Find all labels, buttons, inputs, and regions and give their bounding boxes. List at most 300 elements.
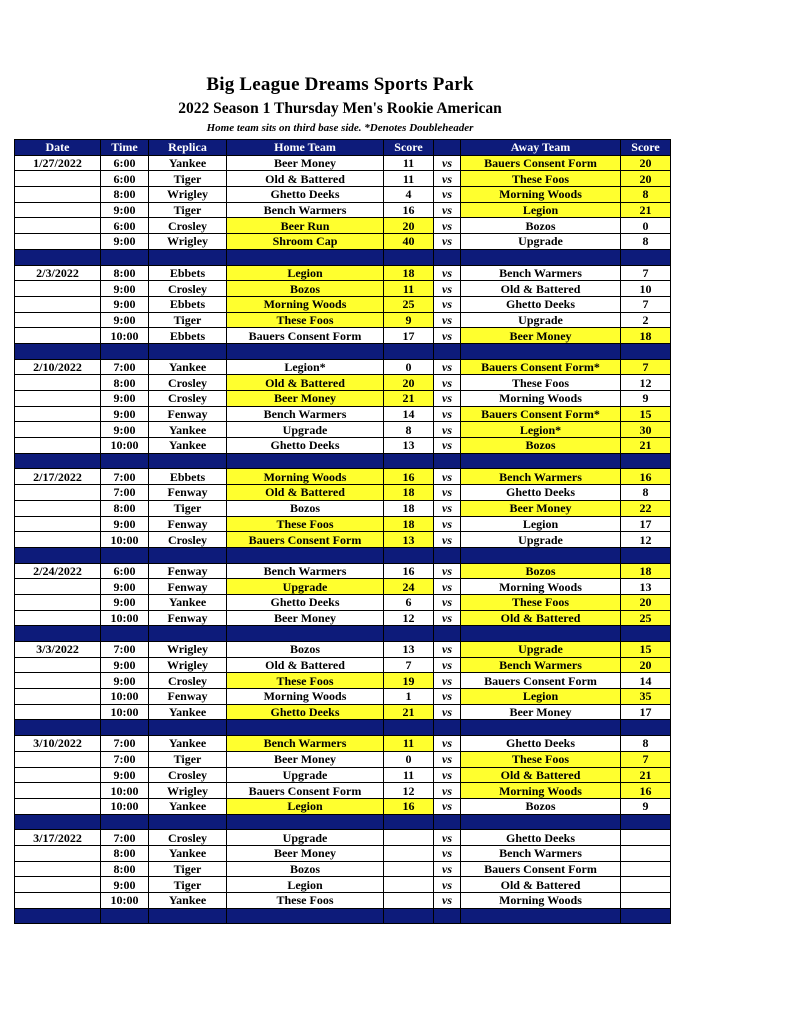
table-row bbox=[15, 500, 671, 516]
home-score-cell: 17 bbox=[384, 328, 434, 344]
date-cell bbox=[15, 783, 101, 799]
table-row bbox=[15, 375, 671, 391]
away-team-cell: Beer Money bbox=[461, 704, 621, 720]
home-team-cell: Upgrade bbox=[227, 830, 384, 846]
home-score-cell: 16 bbox=[384, 563, 434, 579]
away-score-cell: 17 bbox=[621, 704, 671, 720]
time-cell: 10:00 bbox=[101, 438, 149, 454]
away-team-cell: These Foos bbox=[461, 171, 621, 187]
separator-cell bbox=[227, 720, 384, 736]
vs-cell: vs bbox=[434, 736, 461, 752]
home-score-cell: 20 bbox=[384, 375, 434, 391]
away-score-cell: 7 bbox=[621, 265, 671, 281]
away-team-cell: Bench Warmers bbox=[461, 469, 621, 485]
home-team-cell: Bench Warmers bbox=[227, 406, 384, 422]
date-cell bbox=[15, 751, 101, 767]
vs-cell: vs bbox=[434, 877, 461, 893]
home-team-cell: Ghetto Deeks bbox=[227, 438, 384, 454]
separator-cell bbox=[621, 720, 671, 736]
vs-cell: vs bbox=[434, 532, 461, 548]
date-cell bbox=[15, 689, 101, 705]
away-team-cell: Legion bbox=[461, 516, 621, 532]
time-cell: 8:00 bbox=[101, 265, 149, 281]
replica-field-cell: Ebbets bbox=[149, 296, 227, 312]
away-score-cell: 25 bbox=[621, 610, 671, 626]
away-team-cell: Ghetto Deeks bbox=[461, 485, 621, 501]
separator-cell bbox=[15, 249, 101, 265]
time-cell: 10:00 bbox=[101, 689, 149, 705]
table-row bbox=[15, 736, 671, 752]
home-score-cell bbox=[384, 893, 434, 909]
away-team-cell: Ghetto Deeks bbox=[461, 830, 621, 846]
away-team-cell: Morning Woods bbox=[461, 579, 621, 595]
table-row bbox=[15, 469, 671, 485]
table-row bbox=[15, 155, 671, 171]
home-score-cell: 12 bbox=[384, 610, 434, 626]
separator-cell bbox=[384, 249, 434, 265]
replica-field-cell: Fenway bbox=[149, 579, 227, 595]
table-row bbox=[15, 704, 671, 720]
time-cell: 9:00 bbox=[101, 296, 149, 312]
separator-cell bbox=[434, 343, 461, 359]
replica-field-cell: Crosley bbox=[149, 532, 227, 548]
home-team-cell: Upgrade bbox=[227, 579, 384, 595]
time-cell: 9:00 bbox=[101, 673, 149, 689]
table-row bbox=[15, 877, 671, 893]
schedule-note: Home team sits on third base side. *Denotes Doubleheader bbox=[206, 122, 474, 134]
home-team-cell: Legion bbox=[227, 265, 384, 281]
week-separator bbox=[15, 343, 671, 359]
away-team-cell: Bozos bbox=[461, 218, 621, 234]
away-team-cell: These Foos bbox=[461, 751, 621, 767]
home-score-cell: 7 bbox=[384, 657, 434, 673]
vs-cell: vs bbox=[434, 783, 461, 799]
away-team-cell: Morning Woods bbox=[461, 391, 621, 407]
replica-field-cell: Crosley bbox=[149, 281, 227, 297]
date-cell bbox=[15, 516, 101, 532]
home-score-cell: 4 bbox=[384, 187, 434, 203]
away-score-cell: 12 bbox=[621, 532, 671, 548]
date-cell bbox=[15, 767, 101, 783]
vs-cell: vs bbox=[434, 830, 461, 846]
date-cell: 2/24/2022 bbox=[15, 563, 101, 579]
away-score-cell: 30 bbox=[621, 422, 671, 438]
home-team-cell: Bauers Consent Form bbox=[227, 783, 384, 799]
separator-cell bbox=[101, 453, 149, 469]
separator-cell bbox=[227, 908, 384, 924]
table-row bbox=[15, 281, 671, 297]
replica-field-cell: Yankee bbox=[149, 798, 227, 814]
home-score-cell: 6 bbox=[384, 594, 434, 610]
vs-cell: vs bbox=[434, 187, 461, 203]
time-cell: 9:00 bbox=[101, 202, 149, 218]
vs-cell: vs bbox=[434, 642, 461, 658]
time-cell: 10:00 bbox=[101, 798, 149, 814]
date-cell bbox=[15, 657, 101, 673]
away-team-cell: Ghetto Deeks bbox=[461, 736, 621, 752]
home-team-cell: Bozos bbox=[227, 861, 384, 877]
replica-field-cell: Crosley bbox=[149, 375, 227, 391]
date-cell bbox=[15, 296, 101, 312]
col-away-score-header: Score bbox=[621, 140, 671, 156]
home-score-cell: 21 bbox=[384, 391, 434, 407]
separator-cell bbox=[149, 720, 227, 736]
away-score-cell: 10 bbox=[621, 281, 671, 297]
replica-field-cell: Ebbets bbox=[149, 265, 227, 281]
replica-field-cell: Crosley bbox=[149, 830, 227, 846]
vs-cell: vs bbox=[434, 893, 461, 909]
home-score-cell: 18 bbox=[384, 485, 434, 501]
schedule-body bbox=[15, 155, 671, 924]
time-cell: 9:00 bbox=[101, 877, 149, 893]
time-cell: 7:00 bbox=[101, 751, 149, 767]
separator-cell bbox=[384, 626, 434, 642]
away-score-cell: 7 bbox=[621, 751, 671, 767]
separator-cell bbox=[149, 908, 227, 924]
separator-cell bbox=[384, 908, 434, 924]
time-cell: 10:00 bbox=[101, 704, 149, 720]
separator-cell bbox=[461, 720, 621, 736]
date-cell bbox=[15, 893, 101, 909]
date-cell bbox=[15, 328, 101, 344]
home-team-cell: Bench Warmers bbox=[227, 736, 384, 752]
home-team-cell: Bauers Consent Form bbox=[227, 328, 384, 344]
date-cell bbox=[15, 391, 101, 407]
date-cell: 2/17/2022 bbox=[15, 469, 101, 485]
date-cell: 3/10/2022 bbox=[15, 736, 101, 752]
away-team-cell: Bauers Consent Form bbox=[461, 861, 621, 877]
away-score-cell: 8 bbox=[621, 736, 671, 752]
time-cell: 9:00 bbox=[101, 391, 149, 407]
date-cell bbox=[15, 500, 101, 516]
away-score-cell: 7 bbox=[621, 296, 671, 312]
separator-cell bbox=[15, 908, 101, 924]
vs-cell: vs bbox=[434, 657, 461, 673]
page-title: Big League Dreams Sports Park bbox=[206, 74, 474, 95]
table-row bbox=[15, 893, 671, 909]
time-cell: 6:00 bbox=[101, 155, 149, 171]
away-team-cell: Bozos bbox=[461, 798, 621, 814]
home-score-cell: 19 bbox=[384, 673, 434, 689]
separator-cell bbox=[384, 814, 434, 830]
col-home-team-header: Home Team bbox=[227, 140, 384, 156]
time-cell: 9:00 bbox=[101, 657, 149, 673]
home-team-cell: Morning Woods bbox=[227, 469, 384, 485]
time-cell: 10:00 bbox=[101, 783, 149, 799]
away-score-cell: 17 bbox=[621, 516, 671, 532]
col-time-header: Time bbox=[101, 140, 149, 156]
separator-cell bbox=[621, 626, 671, 642]
date-cell bbox=[15, 438, 101, 454]
home-score-cell: 0 bbox=[384, 751, 434, 767]
away-score-cell: 13 bbox=[621, 579, 671, 595]
separator-cell bbox=[461, 547, 621, 563]
separator-cell bbox=[149, 626, 227, 642]
col-home-score-header: Score bbox=[384, 140, 434, 156]
replica-field-cell: Yankee bbox=[149, 893, 227, 909]
vs-cell: vs bbox=[434, 767, 461, 783]
home-team-cell: Upgrade bbox=[227, 422, 384, 438]
time-cell: 7:00 bbox=[101, 736, 149, 752]
away-team-cell: Ghetto Deeks bbox=[461, 296, 621, 312]
separator-cell bbox=[384, 720, 434, 736]
home-team-cell: Bozos bbox=[227, 281, 384, 297]
date-cell bbox=[15, 798, 101, 814]
separator-cell bbox=[434, 908, 461, 924]
replica-field-cell: Yankee bbox=[149, 438, 227, 454]
time-cell: 7:00 bbox=[101, 830, 149, 846]
vs-cell: vs bbox=[434, 704, 461, 720]
away-team-cell: Bauers Consent Form bbox=[461, 155, 621, 171]
date-cell bbox=[15, 218, 101, 234]
date-cell bbox=[15, 187, 101, 203]
vs-cell: vs bbox=[434, 234, 461, 250]
separator-cell bbox=[461, 626, 621, 642]
separator-cell bbox=[15, 814, 101, 830]
separator-cell bbox=[101, 908, 149, 924]
separator-cell bbox=[384, 547, 434, 563]
separator-cell bbox=[621, 343, 671, 359]
time-cell: 10:00 bbox=[101, 328, 149, 344]
date-cell bbox=[15, 845, 101, 861]
home-score-cell: 1 bbox=[384, 689, 434, 705]
home-score-cell bbox=[384, 861, 434, 877]
separator-cell bbox=[434, 626, 461, 642]
separator-cell bbox=[149, 249, 227, 265]
away-score-cell: 15 bbox=[621, 642, 671, 658]
col-date-header: Date bbox=[15, 140, 101, 156]
vs-cell: vs bbox=[434, 594, 461, 610]
vs-cell: vs bbox=[434, 265, 461, 281]
table-row bbox=[15, 438, 671, 454]
table-row bbox=[15, 312, 671, 328]
date-cell: 3/17/2022 bbox=[15, 830, 101, 846]
separator-cell bbox=[15, 626, 101, 642]
home-score-cell bbox=[384, 877, 434, 893]
separator-cell bbox=[461, 814, 621, 830]
replica-field-cell: Yankee bbox=[149, 422, 227, 438]
away-score-cell bbox=[621, 877, 671, 893]
vs-cell: vs bbox=[434, 312, 461, 328]
separator-cell bbox=[621, 453, 671, 469]
table-row bbox=[15, 359, 671, 375]
time-cell: 7:00 bbox=[101, 469, 149, 485]
date-cell bbox=[15, 877, 101, 893]
vs-cell: vs bbox=[434, 218, 461, 234]
separator-cell bbox=[149, 343, 227, 359]
separator-cell bbox=[461, 453, 621, 469]
table-row bbox=[15, 485, 671, 501]
home-team-cell: These Foos bbox=[227, 893, 384, 909]
table-row bbox=[15, 171, 671, 187]
vs-cell: vs bbox=[434, 861, 461, 877]
vs-cell: vs bbox=[434, 359, 461, 375]
table-row bbox=[15, 202, 671, 218]
table-row bbox=[15, 767, 671, 783]
week-separator bbox=[15, 720, 671, 736]
away-team-cell: Morning Woods bbox=[461, 893, 621, 909]
table-row bbox=[15, 689, 671, 705]
separator-cell bbox=[384, 453, 434, 469]
date-cell bbox=[15, 375, 101, 391]
vs-cell: vs bbox=[434, 845, 461, 861]
away-score-cell: 15 bbox=[621, 406, 671, 422]
table-row bbox=[15, 265, 671, 281]
replica-field-cell: Wrigley bbox=[149, 657, 227, 673]
away-score-cell: 18 bbox=[621, 563, 671, 579]
separator-cell bbox=[621, 814, 671, 830]
away-team-cell: Bauers Consent Form bbox=[461, 673, 621, 689]
week-separator bbox=[15, 908, 671, 924]
separator-cell bbox=[101, 249, 149, 265]
table-row bbox=[15, 563, 671, 579]
separator-cell bbox=[227, 249, 384, 265]
away-score-cell: 18 bbox=[621, 328, 671, 344]
table-row bbox=[15, 657, 671, 673]
date-cell bbox=[15, 422, 101, 438]
date-cell bbox=[15, 281, 101, 297]
replica-field-cell: Fenway bbox=[149, 610, 227, 626]
away-score-cell: 8 bbox=[621, 485, 671, 501]
date-cell bbox=[15, 406, 101, 422]
home-team-cell: Morning Woods bbox=[227, 296, 384, 312]
time-cell: 9:00 bbox=[101, 767, 149, 783]
table-row bbox=[15, 861, 671, 877]
date-cell: 3/3/2022 bbox=[15, 642, 101, 658]
table-row bbox=[15, 422, 671, 438]
week-separator bbox=[15, 249, 671, 265]
home-score-cell: 18 bbox=[384, 500, 434, 516]
away-score-cell: 12 bbox=[621, 375, 671, 391]
home-score-cell: 20 bbox=[384, 218, 434, 234]
home-score-cell bbox=[384, 830, 434, 846]
home-team-cell: Shroom Cap bbox=[227, 234, 384, 250]
time-cell: 6:00 bbox=[101, 218, 149, 234]
replica-field-cell: Crosley bbox=[149, 673, 227, 689]
away-team-cell: Beer Money bbox=[461, 328, 621, 344]
away-score-cell: 2 bbox=[621, 312, 671, 328]
time-cell: 8:00 bbox=[101, 187, 149, 203]
away-team-cell: Morning Woods bbox=[461, 187, 621, 203]
home-score-cell: 13 bbox=[384, 438, 434, 454]
time-cell: 8:00 bbox=[101, 500, 149, 516]
week-separator bbox=[15, 547, 671, 563]
home-score-cell: 16 bbox=[384, 798, 434, 814]
home-score-cell: 16 bbox=[384, 202, 434, 218]
date-cell bbox=[15, 485, 101, 501]
home-score-cell: 25 bbox=[384, 296, 434, 312]
date-cell: 2/3/2022 bbox=[15, 265, 101, 281]
header-row bbox=[15, 140, 671, 156]
col-away-team-header: Away Team bbox=[461, 140, 621, 156]
away-team-cell: Legion bbox=[461, 202, 621, 218]
home-team-cell: Old & Battered bbox=[227, 657, 384, 673]
date-cell bbox=[15, 202, 101, 218]
week-separator bbox=[15, 453, 671, 469]
table-row bbox=[15, 610, 671, 626]
home-team-cell: Legion bbox=[227, 798, 384, 814]
separator-cell bbox=[461, 343, 621, 359]
separator-cell bbox=[227, 626, 384, 642]
vs-cell: vs bbox=[434, 689, 461, 705]
away-score-cell bbox=[621, 845, 671, 861]
separator-cell bbox=[621, 908, 671, 924]
table-row bbox=[15, 516, 671, 532]
home-team-cell: Beer Money bbox=[227, 845, 384, 861]
away-team-cell: Bench Warmers bbox=[461, 265, 621, 281]
away-score-cell: 0 bbox=[621, 218, 671, 234]
home-team-cell: These Foos bbox=[227, 312, 384, 328]
away-team-cell: Upgrade bbox=[461, 234, 621, 250]
week-separator bbox=[15, 814, 671, 830]
home-score-cell: 13 bbox=[384, 642, 434, 658]
time-cell: 9:00 bbox=[101, 422, 149, 438]
table-row bbox=[15, 783, 671, 799]
away-team-cell: These Foos bbox=[461, 594, 621, 610]
home-team-cell: Upgrade bbox=[227, 767, 384, 783]
schedule-table bbox=[14, 139, 671, 924]
home-score-cell: 11 bbox=[384, 767, 434, 783]
home-score-cell: 11 bbox=[384, 171, 434, 187]
separator-cell bbox=[227, 453, 384, 469]
date-cell bbox=[15, 673, 101, 689]
vs-cell: vs bbox=[434, 281, 461, 297]
home-score-cell: 18 bbox=[384, 516, 434, 532]
separator-cell bbox=[434, 720, 461, 736]
separator-cell bbox=[101, 626, 149, 642]
separator-cell bbox=[15, 720, 101, 736]
away-team-cell: Morning Woods bbox=[461, 783, 621, 799]
replica-field-cell: Fenway bbox=[149, 485, 227, 501]
date-cell bbox=[15, 594, 101, 610]
time-cell: 8:00 bbox=[101, 845, 149, 861]
home-team-cell: Beer Money bbox=[227, 155, 384, 171]
separator-cell bbox=[101, 547, 149, 563]
replica-field-cell: Fenway bbox=[149, 689, 227, 705]
home-score-cell: 16 bbox=[384, 469, 434, 485]
home-score-cell: 9 bbox=[384, 312, 434, 328]
away-score-cell: 20 bbox=[621, 657, 671, 673]
replica-field-cell: Crosley bbox=[149, 391, 227, 407]
separator-cell bbox=[101, 814, 149, 830]
vs-cell: vs bbox=[434, 469, 461, 485]
separator-cell bbox=[15, 343, 101, 359]
vs-cell: vs bbox=[434, 610, 461, 626]
away-team-cell: Old & Battered bbox=[461, 610, 621, 626]
separator-cell bbox=[461, 908, 621, 924]
separator-cell bbox=[227, 814, 384, 830]
home-score-cell: 0 bbox=[384, 359, 434, 375]
separator-cell bbox=[434, 453, 461, 469]
separator-cell bbox=[149, 453, 227, 469]
time-cell: 10:00 bbox=[101, 532, 149, 548]
replica-field-cell: Yankee bbox=[149, 594, 227, 610]
away-team-cell: Bench Warmers bbox=[461, 657, 621, 673]
table-row bbox=[15, 234, 671, 250]
home-score-cell: 21 bbox=[384, 704, 434, 720]
separator-cell bbox=[227, 547, 384, 563]
home-team-cell: Ghetto Deeks bbox=[227, 187, 384, 203]
week-separator bbox=[15, 626, 671, 642]
table-row bbox=[15, 798, 671, 814]
home-team-cell: Bozos bbox=[227, 500, 384, 516]
time-cell: 10:00 bbox=[101, 893, 149, 909]
replica-field-cell: Crosley bbox=[149, 218, 227, 234]
away-score-cell: 20 bbox=[621, 594, 671, 610]
vs-cell: vs bbox=[434, 296, 461, 312]
vs-cell: vs bbox=[434, 422, 461, 438]
separator-cell bbox=[149, 547, 227, 563]
